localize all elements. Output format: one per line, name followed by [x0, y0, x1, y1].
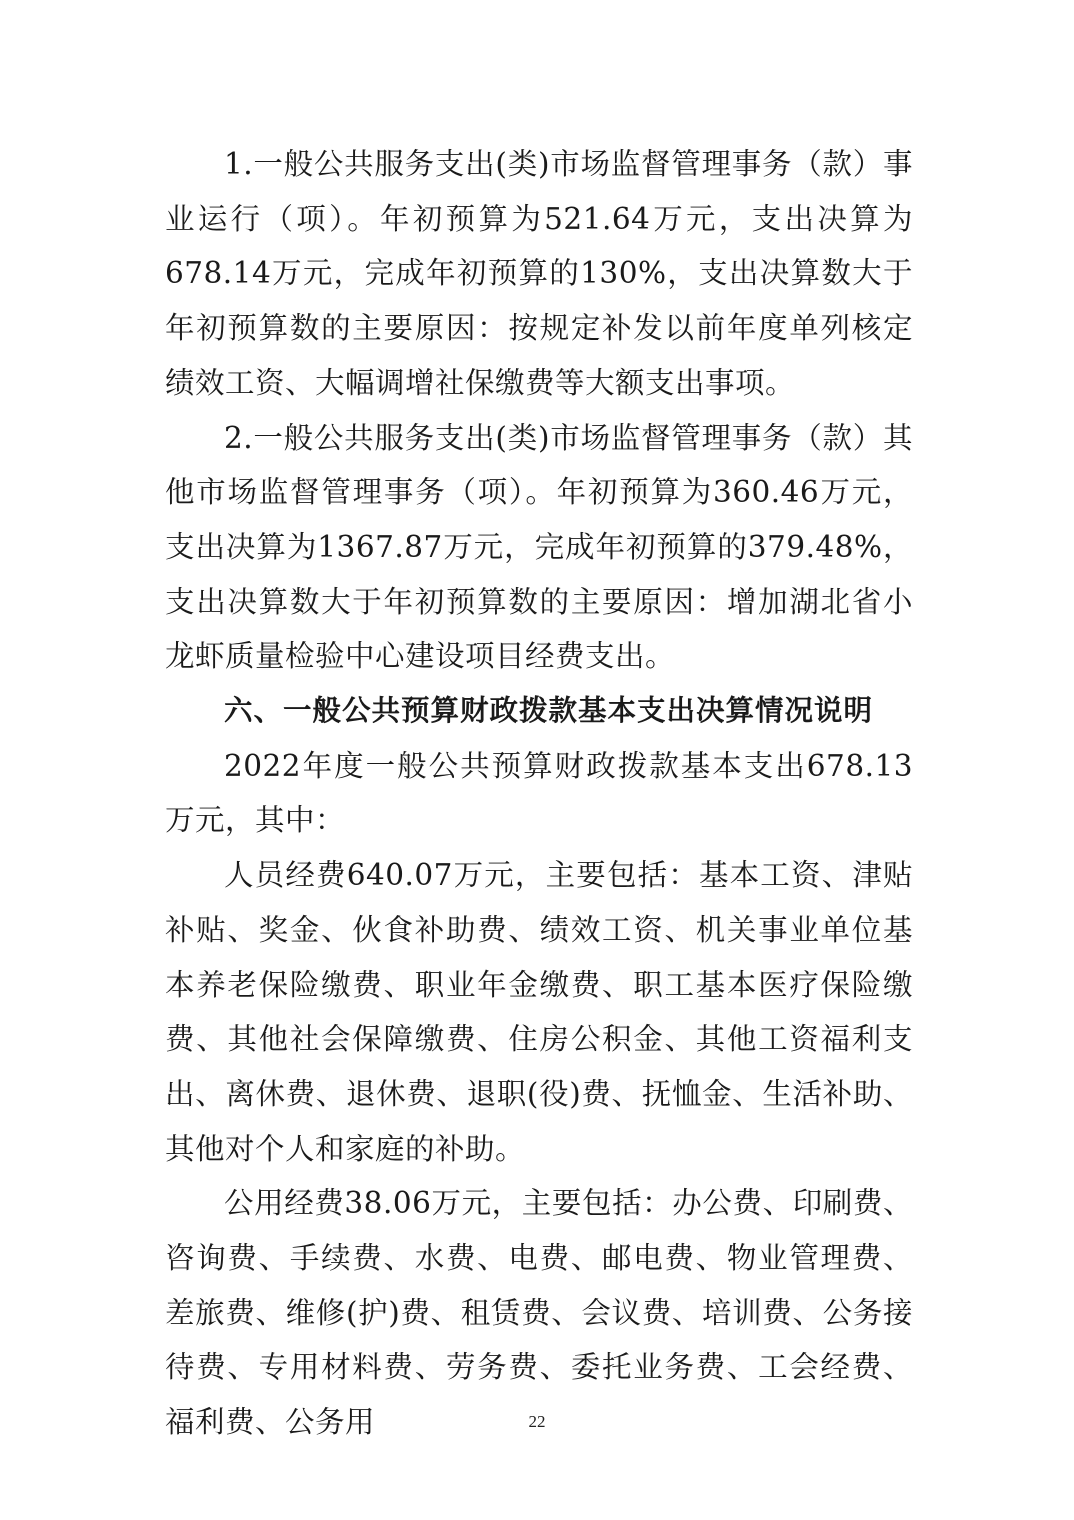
paragraph-personnel-expenses: 人员经费640.07万元，主要包括：基本工资、津贴补贴、奖金、伙食补助费、绩效工资、机关事业单位基本养老保险缴费、职业年金缴费、职工基本医疗保险缴费、其他社会保障缴费、住房公积金、其他工资福利支出、离休费、退休费、退职(役)费、抚恤金、生活补助、其他对个人和家庭的补助。: [165, 858, 913, 1166]
paragraph-public-expenses: 公用经费38.06万元，主要包括：办公费、印刷费、咨询费、手续费、水费、电费、邮电费、物业管理费、差旅费、维修(护)费、租赁费、会议费、培训费、公务接待费、专用材料费、劳务费、委托业务费、工会经费、福利费、公务用: [165, 1186, 913, 1440]
page-number: 22: [528, 1412, 546, 1431]
page-body: [165, 137, 913, 1450]
paragraph-summary: 2022年度一般公共预算财政拨款基本支出678.13万元，其中：: [165, 748, 913, 838]
paragraph-item-2: 2.一般公共服务支出(类)市场监督管理事务（款）其他市场监督管理事务（项）。年初预算为360.46万元，支出决算为1367.87万元，完成年初预算的379.48%，支出决算数大于年初预算数的主要原因：增加湖北省小龙虾质量检验中心建设项目经费支出。: [165, 420, 913, 674]
section-heading: 六、一般公共预算财政拨款基本支出决算情况说明: [224, 694, 874, 728]
paragraph-item-1: 1.一般公共服务支出(类)市场监督管理事务（款）事业运行（项）。年初预算为521.64万元，支出决算为678.14万元，完成年初预算的130%，支出决算数大于年初预算数的主要原因：按规定补发以前年度单列核定绩效工资、大幅调增社保缴费等大额支出事项。: [165, 147, 913, 400]
